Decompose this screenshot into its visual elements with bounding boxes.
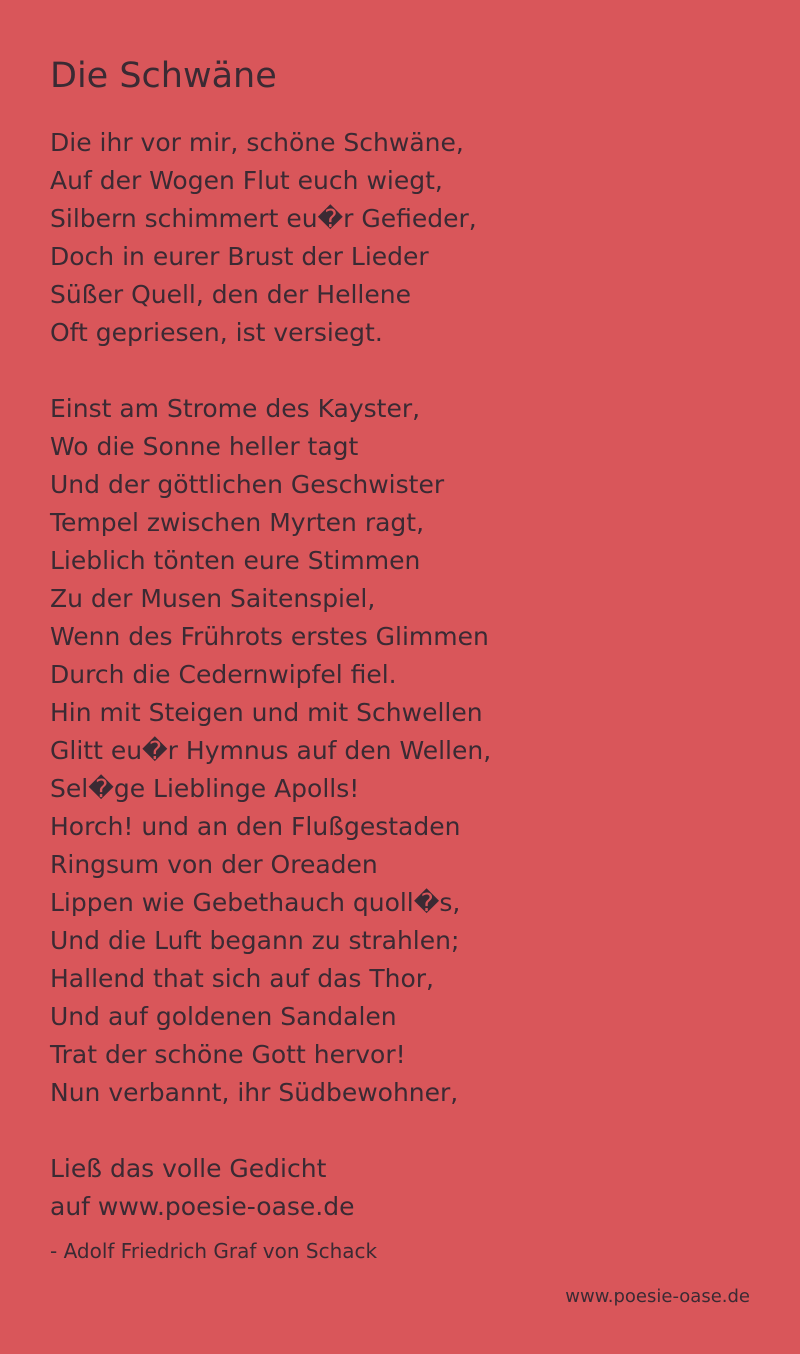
poem-line: Oft gepriesen, ist versiegt. [50, 318, 383, 347]
poem-line: Hin mit Steigen und mit Schwellen [50, 698, 483, 727]
poem-line: Süßer Quell, den der Hellene [50, 280, 411, 309]
stanza-2 [50, 390, 770, 1112]
poem-line: Ringsum von der Oreaden [50, 850, 378, 879]
poem-line: Und der göttlichen Geschwister [50, 470, 445, 499]
poem-line: Lippen wie Gebethauch quoll�s, [50, 888, 461, 917]
poem-line: Glitt eu�r Hymnus auf den Wellen, [50, 736, 492, 765]
poem-title: Die Schwäne [50, 56, 277, 96]
poem-author: - Adolf Friedrich Graf von Schack [50, 1239, 378, 1263]
full-poem-callout [50, 1150, 770, 1226]
poem-line: Einst am Strome des Kayster, [50, 394, 421, 423]
poem-line: Zu der Musen Saitenspiel, [50, 584, 376, 613]
poem-line: Auf der Wogen Flut euch wiegt, [50, 166, 443, 195]
poem-line: Tempel zwischen Myrten ragt, [50, 508, 425, 537]
poem-line: Hallend that sich auf das Thor, [50, 964, 434, 993]
poem-line: Doch in eurer Brust der Lieder [50, 242, 429, 271]
poem-line: Durch die Cedernwipfel fiel. [50, 660, 397, 689]
poem-card [50, 54, 770, 1266]
poem-line: Wenn des Frührots erstes Glimmen [50, 622, 489, 651]
poem-line: Trat der schöne Gott hervor! [50, 1040, 406, 1069]
footer-website: www.poesie-oase.de [565, 1286, 750, 1307]
poem-line: Wo die Sonne heller tagt [50, 432, 359, 461]
poem-line: Und auf goldenen Sandalen [50, 1002, 397, 1031]
poem-line: Die ihr vor mir, schöne Schwäne, [50, 128, 464, 157]
stanza-1 [50, 124, 770, 352]
callout-line: Ließ das volle Gedicht [50, 1154, 327, 1183]
poem-line: Horch! und an den Flußgestaden [50, 812, 461, 841]
poem-line: Silbern schimmert eu�r Gefieder, [50, 204, 477, 233]
poem-body [50, 124, 770, 1112]
poem-line: Und die Luft begann zu strahlen; [50, 926, 460, 955]
poem-line: Nun verbannt, ihr Südbewohner, [50, 1078, 459, 1107]
poem-line: Sel�ge Lieblinge Apolls! [50, 774, 360, 803]
stanza-spacer [50, 352, 770, 390]
poem-line: Lieblich tönten eure Stimmen [50, 546, 421, 575]
callout-link-line: auf www.poesie-oase.de [50, 1192, 355, 1221]
